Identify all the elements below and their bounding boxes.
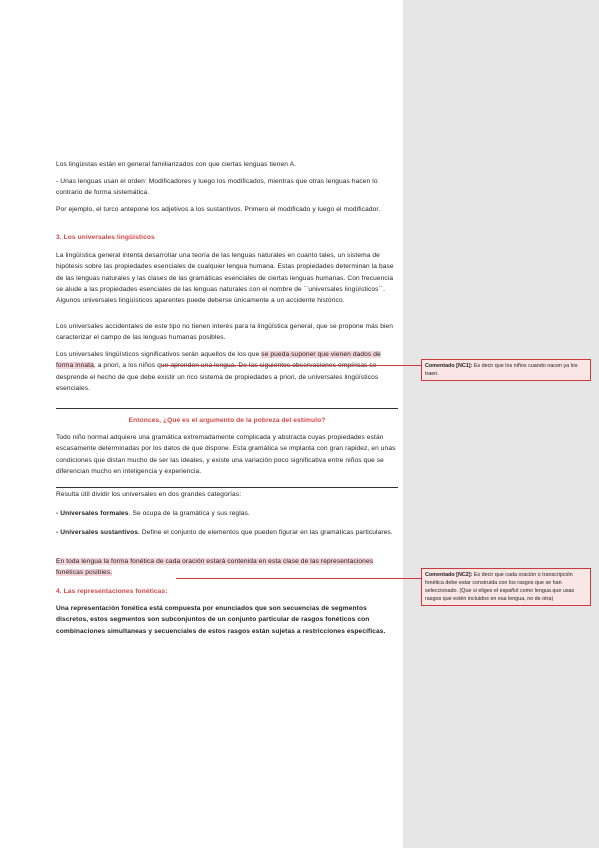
paragraph: Resulta útil dividir los universales en dos grandes categorías: — [56, 491, 242, 498]
commented-text[interactable]: En toda lengua la forma fonética de cada oración estará contenida en esta clase de las representaciones fonéticas posibles. — [56, 558, 374, 577]
paragraph: Una representación fonética está compuesta por enunciados que son secuencias de segmentos discretos, estos segmentos son subconjuntos de un conjunto particular de rasgos fonéticos con combinaciones simultaneas y secuenciales de estos rasgos están sujetas a restricciones específicas. — [56, 605, 386, 635]
comment-balloon-1[interactable] — [421, 359, 591, 381]
commented-text[interactable]: se pueda suponer que vienen dados de forma innata — [56, 351, 381, 370]
comment-pane — [403, 0, 599, 848]
paragraph: - Unas lenguas usan el orden: Modificadores y luego los modificados, mientras que otras lenguas hacen lo contrario de forma sistemática. — [56, 178, 378, 197]
paragraph — [56, 508, 398, 519]
comment-author-label: Comentado [NC1]: — [425, 363, 473, 369]
horizontal-rule — [56, 487, 398, 488]
text-run: , a priori, a los niños que aprenden una lengua. De las siguientes observaciones empíricas se desprende el hecho de que debe existir un rico sistema de propiedades a priori, de universales lingüísticos esenciales. — [56, 362, 379, 392]
paragraph: Por ejemplo, el turco antepone los adjetivos a los sustantivos. Primero el modificado y luego el modificador. — [56, 206, 381, 213]
bold-run: - Universales sustantivos — [56, 529, 139, 536]
text-run: Los universales lingüísticos significativos serán aquellos de los que — [56, 351, 262, 358]
paragraph — [56, 527, 398, 538]
paragraph: Los universales accidentales de este tipo no tienen interés para la lingüística general, que se propone más bien caracterizar el campo de las lenguas humanas posibles. — [56, 323, 394, 342]
text-run: . Define el conjunto de elementos que pueden figurar en las gramáticas particulares. — [138, 529, 393, 536]
text-run: . Se ocupa de la gramática y sus reglas. — [128, 510, 250, 517]
centered-heading: Entonces, ¿Qué es el argumento de la pobreza del estímulo? — [128, 417, 326, 424]
comment-balloon-2[interactable] — [421, 568, 591, 606]
paragraph: La lingüística general intenta desarrollar una teoría de las lenguas naturales en cuanto tales, un sistema de hipótesis sobre las propiedades esenciales de cualquier lengua humana. Estas propiedades determinan la base de las lenguas naturales y las clases de las gramáticas esenciales de ciertas lenguas humanas. Con frecuencia se alude a las propiedades esenciales de las lenguas naturales con el nombre de ``universales lingüísticos´´. Algunos universales lingüísticos aparentes puede deberse únicamente a un accidente histórico. — [56, 252, 394, 305]
horizontal-rule — [56, 408, 398, 409]
bold-run: - Universales formales — [56, 510, 129, 517]
section-heading: 3. Los universales lingüísticos — [56, 234, 155, 241]
paragraph: Todo niño normal adquiere una gramática extremadamente complicada y abstracta cuyas propiedades están escasamente determinadas por los datos de que dispone. Esta gramática se implanta con gran rapidez, en unas condiciones que distan mucho de ser las ideales, y existe una variación poco significativa entre niños que se diferencian mucho en inteligencia y experiencia. — [56, 434, 396, 475]
paragraph — [56, 556, 398, 579]
comment-connector — [162, 365, 421, 366]
paragraph — [56, 349, 398, 394]
comment-text: Es decir que los niños cuando nacen ya los traen. — [425, 363, 578, 377]
comment-connector — [176, 578, 421, 579]
section-heading: 4. Las representaciones fonéticas: — [56, 588, 168, 595]
paragraph: Los lingüistas están en general familiarizados con que ciertas lenguas tienen A. — [56, 161, 297, 168]
comment-author-label: Comentado [NC2]: — [425, 572, 473, 578]
comment-text: Es decir que cada oración o transcripción fonética debe estar construida con los rasgos que se han seleccionado. (Que si eliges el español como lengua que usas rasgos que estén incluidos en esa lengua, no de otra) — [425, 572, 575, 602]
